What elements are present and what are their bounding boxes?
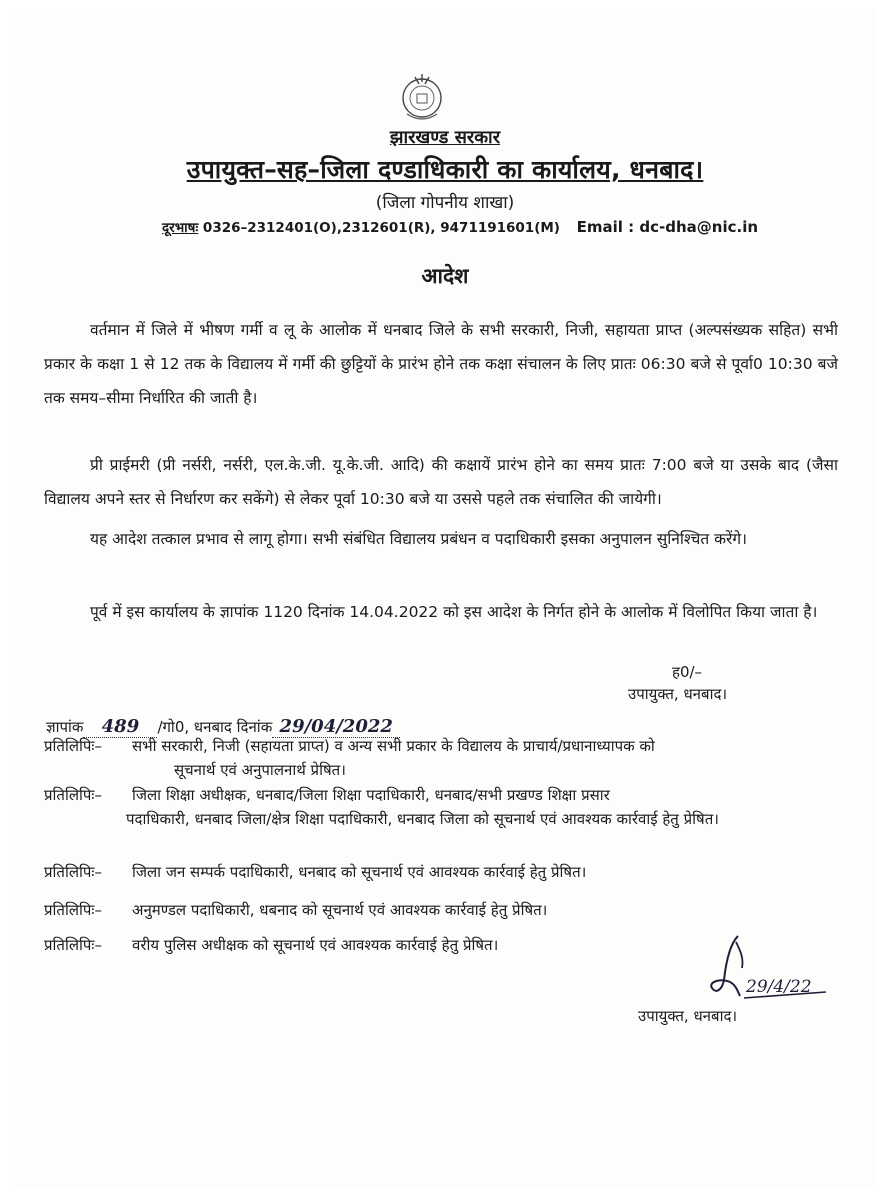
branch-name: (जिला गोपनीय शाखा)	[375, 193, 515, 213]
final-designation: उपायुक्त, धनबाद।	[638, 1007, 738, 1025]
signed-mark: ह0/–	[672, 663, 703, 681]
government-emblem-icon	[397, 70, 447, 126]
copy-text: जिला जन सम्पर्क पदाधिकारी, धनबाद को सूचनार्थ एवं आवश्यक कार्रवाई हेतु प्रेषित।	[132, 863, 587, 881]
order-paragraph-3	[44, 522, 838, 556]
copy-label: प्रतिलिपिः–	[44, 936, 102, 954]
office-title: उपायुक्त–सह–जिला दण्डाधिकारी का कार्यालय, धनबाद।	[186, 155, 704, 184]
copy-label: प्रतिलिपिः–	[44, 901, 102, 919]
order-paragraph-1	[44, 313, 838, 415]
copy-text: वरीय पुलिस अधीक्षक को सूचनार्थ एवं आवश्यक कार्रवाई हेतु प्रेषित।	[132, 936, 499, 954]
phone-label: दूरभाषः	[162, 220, 199, 236]
copy-text: जिला शिक्षा अधीक्षक, धनबाद/जिला शिक्षा पदाधिकारी, धनबाद/सभी प्रखण्ड शिक्षा प्रसार	[132, 786, 610, 804]
email-address: Email : dc-dha@nic.in	[576, 218, 759, 236]
copy-text: सभी सरकारी, निजी (सहायता प्राप्त) व अन्य सभी प्रकार के विद्यालय के प्राचार्य/प्रधानाध्यापक को	[132, 737, 655, 755]
copy-label: प्रतिलिपिः–	[44, 863, 102, 881]
handwritten-signature	[700, 932, 830, 1012]
signature-date: 29/4/22	[746, 977, 812, 997]
order-paragraph-2	[44, 448, 838, 516]
copy-text-cont: सूचनार्थ एवं अनुपालनार्थ प्रेषित।	[174, 761, 346, 779]
copy-text-cont: पदाधिकारी, धनबाद जिला/क्षेत्र शिक्षा पदाधिकारी, धनबाद जिला को सूचनार्थ एवं आवश्यक कार्रवाई हेतु प्रेषित।	[126, 810, 719, 828]
order-paragraph-4	[44, 595, 838, 629]
memo-mid: /गो0, धनबाद दिनांक	[157, 718, 273, 736]
contact-line	[162, 218, 758, 236]
government-name: झारखण्ड सरकार	[389, 127, 501, 148]
paragraph-text: पूर्व में इस कार्यालय के ज्ञापांक 1120 दिनांक 14.04.2022 को इस आदेश के निर्गत होने के आलोक में विलोपित किया जाता है।	[90, 603, 818, 621]
memo-label: ज्ञापांक	[46, 718, 84, 736]
order-title: आदेश	[421, 264, 469, 288]
memo-number: 489	[83, 716, 157, 738]
copy-label: प्रतिलिपिः–	[44, 737, 102, 755]
copy-label: प्रतिलिपिः–	[44, 786, 102, 804]
signatory-designation: उपायुक्त, धनबाद।	[628, 685, 728, 703]
paragraph-text: प्री प्राईमरी (प्री नर्सरी, नर्सरी, एल.के.जी. यू.के.जी. आदि) की कक्षायें प्रारंभ होने का समय प्रातः 7:00 बजे या उसके बाद (जैसा विद्यालय अपने स्तर से निर्धारण कर सकेंगे) से लेकर पूर्वा 10:30 बजे या उससे पहले तक संचालित की जायेगी।	[44, 456, 838, 508]
copy-text: अनुमण्डल पदाधिकारी, धबनाद को सूचनार्थ एवं आवश्यक कार्रवाई हेतु प्रेषित।	[132, 901, 548, 919]
memo-date: 29/04/2022	[272, 716, 400, 738]
phone-numbers: 0326–2312401(O),2312601(R), 9471191601(M)	[202, 220, 560, 236]
paragraph-text: यह आदेश तत्काल प्रभाव से लागू होगा। सभी संबंधित विद्यालय प्रबंधन व पदाधिकारी इसका अनुपालन सुनिश्चित करेंगे।	[90, 530, 747, 548]
paragraph-text: वर्तमान में जिले में भीषण गर्मी व लू के आलोक में धनबाद जिले के सभी सरकारी, निजी, सहायता प्राप्त (अल्पसंख्यक सहित) सभी प्रकार के कक्षा 1 से 12 तक के विद्यालय में गर्मी की छुट्टियों के प्रारंभ होने तक कक्षा संचालन के लिए प्रातः 06:30 बजे से पूर्वा0 10:30 बजे तक समय–सीमा निर्धारित की जाती है।	[44, 321, 838, 407]
